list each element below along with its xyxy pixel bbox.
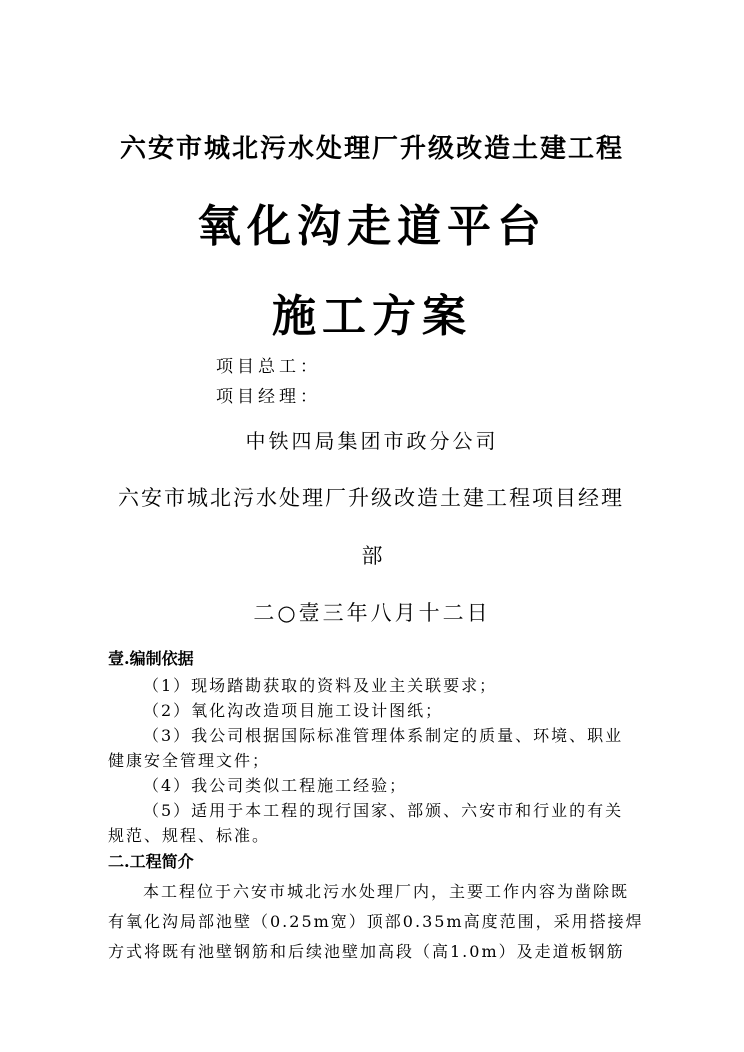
overview-line: 本工程位于六安市城北污水处理厂内，主要工作内容为凿除既 xyxy=(143,882,630,901)
department-line-1: 六安市城北污水处理厂升级改造土建工程项目经理 xyxy=(118,486,624,510)
basis-line: （4）我公司类似工程施工经验； xyxy=(143,776,408,795)
overview-line: 有氧化沟局部池壁（0.25m宽）顶部0.35m高度范围，采用搭接焊 xyxy=(108,912,644,931)
basis-line: 规范、规程、标准。 xyxy=(108,826,271,845)
basis-line: 健康安全管理文件； xyxy=(108,751,271,770)
section-heading-basis: 壹.编制依据 xyxy=(108,649,194,668)
basis-line: （1）现场踏勘获取的资料及业主关联要求； xyxy=(143,676,498,695)
project-manager-label: 项目经理： xyxy=(216,387,321,407)
subject-title: 氧化沟走道平台 xyxy=(197,201,547,252)
project-title: 六安市城北污水处理厂升级改造土建工程 xyxy=(119,134,624,164)
plan-title: 施工方案 xyxy=(272,291,472,342)
basis-line: （3）我公司根据国际标准管理体系制定的质量、环境、职业 xyxy=(143,726,624,745)
chief-engineer-label: 项目总工： xyxy=(216,357,321,377)
overview-line: 方式将既有池壁钢筋和后续池壁加高段（高1.0m）及走道板钢筋 xyxy=(108,942,625,961)
company-name: 中铁四局集团市政分公司 xyxy=(245,429,499,453)
department-line-2: 部 xyxy=(361,544,383,568)
basis-line: （5）适用于本工程的现行国家、部颁、六安市和行业的有关 xyxy=(143,801,624,820)
section-heading-overview: 二.工程简介 xyxy=(108,852,194,871)
document-date: 二○壹三年八月十二日 xyxy=(253,601,491,625)
basis-line: （2）氧化沟改造项目施工设计图纸； xyxy=(143,701,444,720)
